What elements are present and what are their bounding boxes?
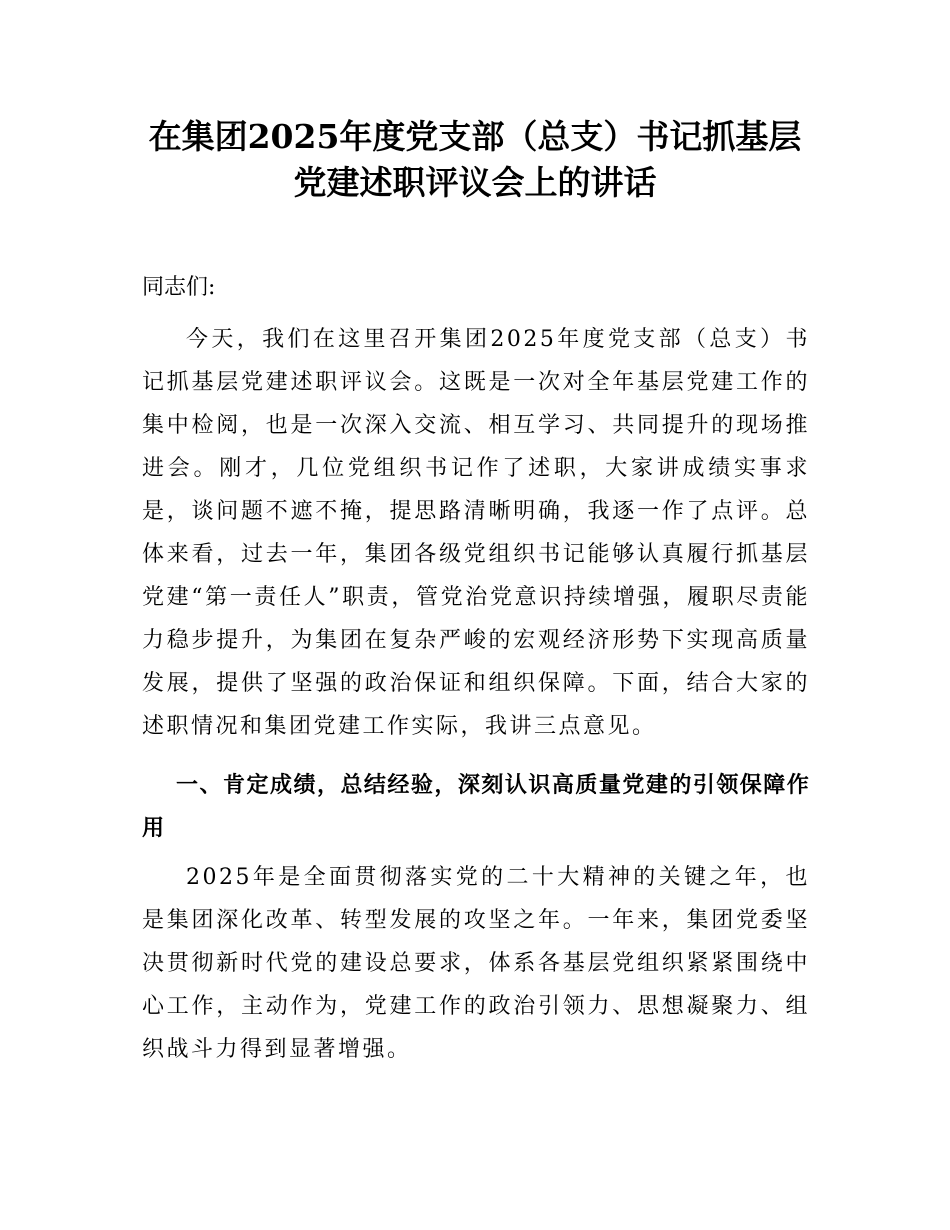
document-title-line-1: 在集团2025年度党支部（总支）书记抓基层 [148,117,802,156]
section-1-paragraph: 2025年是全面贯彻落实党的二十大精神的关键之年，也是集团深化改革、转型发展的攻坚之年。一年来，集团党委坚决贯彻新时代党的建设总要求，体系各基层党组织紧紧围绕中心工作，主动作为，党建工作的政治引领力、思想凝聚力、组织战斗力得到显著增强。 [142,865,810,1062]
salutation: 同志们: [142,275,216,300]
section-heading-1: 一、肯定成绩，总结经验，深刻认识高质量党建的引领保障作用 [142,773,810,841]
opening-paragraph: 今天，我们在这里召开集团2025年度党支部（总支）书记抓基层党建述职评议会。这既是一次对全年基层党建工作的集中检阅，也是一次深入交流、相互学习、共同提升的现场推进会。刚才，几位党组织书记作了述职，大家讲成绩实事求是，谈问题不遮不掩，提思路清晰明确，我逐一作了点评。总体来看，过去一年，集团各级党组织书记能够认真履行抓基层党建“第一责任人”职责，管党治党意识持续增强，履职尽责能力稳步提升，为集团在复杂严峻的宏观经济形势下实现高质量发展，提供了坚强的政治保证和组织保障。下面，结合大家的述职情况和集团党建工作实际，我讲三点意见。 [142,327,810,739]
document-title-line-2: 党建述职评议会上的讲话 [293,163,657,202]
